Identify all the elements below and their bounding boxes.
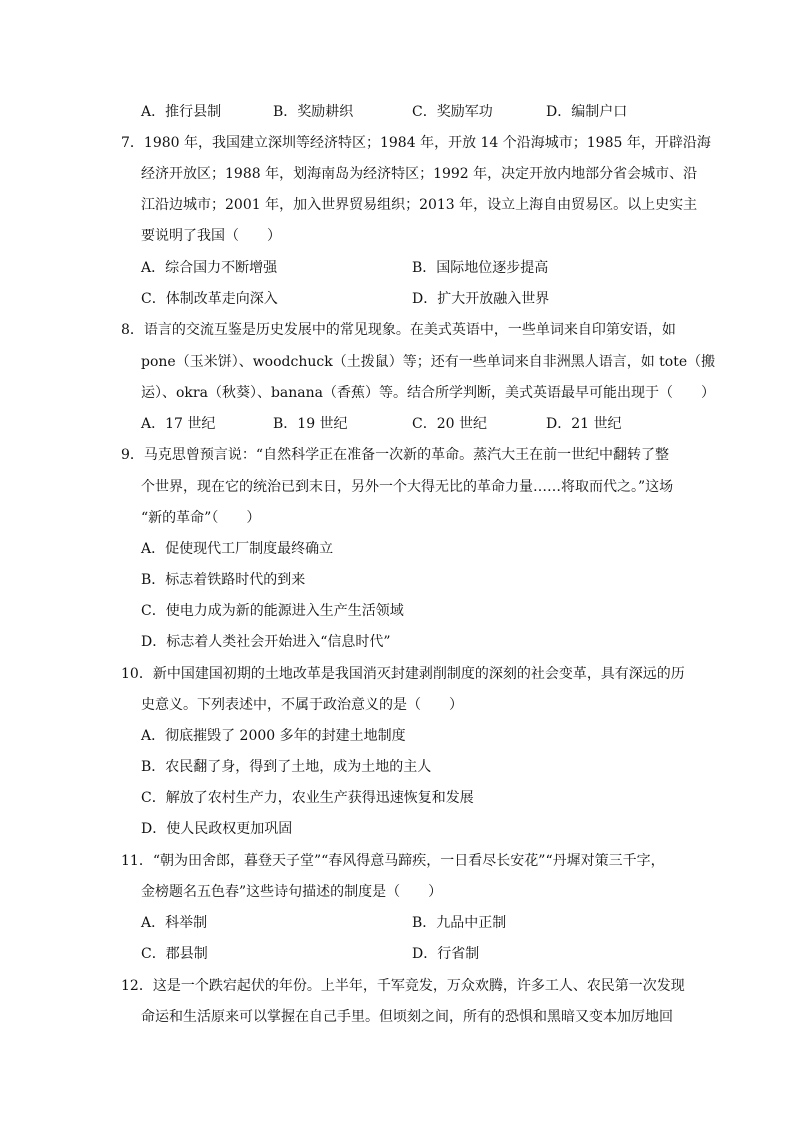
q10-stem-line-2: 史意义。下列表述中，不属于政治意义的是（ ） xyxy=(141,697,463,713)
q9-stem-line-1: 9．马克思曾预言说：“自然科学正在准备一次新的革命。蒸汽大王在前一世纪中翻转了整 xyxy=(121,447,670,463)
q12-stem-line-2: 命运和生活原来可以掌握在自己手里。但顷刻之间，所有的恐惧和黑暗又变本加厉地回 xyxy=(141,1009,673,1025)
q10-option-c[interactable]: C．解放了农村生产力，农业生产获得迅速恢复和发展 xyxy=(141,790,474,806)
q12-stem-line-1: 12．这是一个跌宕起伏的年份。上半年，千军竞发，万众欢腾，许多工人、农民第一次发现 xyxy=(121,978,685,994)
q7-option-b[interactable]: B．国际地位逐步提高 xyxy=(412,260,549,276)
q9-option-d[interactable]: D．标志着人类社会开始进入“信息时代” xyxy=(141,634,391,650)
q6-option-b[interactable]: B．奖励耕织 xyxy=(273,104,354,120)
q11-option-c[interactable]: C．郡县制 xyxy=(141,946,208,962)
q11-option-a[interactable]: A．科举制 xyxy=(141,915,208,931)
q10-stem-line-1: 10．新中国建国初期的土地改革是我国消灭封建剥削制度的深刻的社会变革，具有深远的历 xyxy=(121,666,685,682)
q11-stem-line-2: 金榜题名五色春”这些诗句描述的制度是（ ） xyxy=(141,884,443,900)
q8-stem-line-2: pone（玉米饼）、woodchuck（土拨鼠）等；还有一些单词来自非洲黑人语言，如 tote（搬 xyxy=(141,354,716,370)
q10-option-d[interactable]: D．使人民政权更加巩固 xyxy=(141,821,293,837)
q6-option-a[interactable]: A．推行县制 xyxy=(141,104,222,120)
q8-stem-line-1: 8．语言的交流互鉴是历史发展中的常见现象。在美式英语中，一些单词来自印第安语，如 xyxy=(121,322,676,338)
q7-option-c[interactable]: C．体制改革走向深入 xyxy=(141,291,278,307)
q9-stem-line-3: “新的革命”（ ） xyxy=(141,510,261,526)
q8-option-d[interactable]: D．21 世纪 xyxy=(546,416,622,432)
q7-stem-line-3: 江沿边城市；2001 年，加入世界贸易组织；2013 年，设立上海自由贸易区。以上史实主 xyxy=(141,197,698,213)
q10-option-b[interactable]: B．农民翻了身，得到了土地，成为土地的主人 xyxy=(141,759,432,775)
q9-stem-line-2: 个世界，现在它的统治已到末日，另外一个大得无比的革命力量……将取而代之。”这场 xyxy=(141,479,674,495)
q8-option-b[interactable]: B．19 世纪 xyxy=(273,416,348,432)
q10-option-a[interactable]: A．彻底摧毁了 2000 多年的封建土地制度 xyxy=(141,728,406,744)
q11-option-d[interactable]: D．行省制 xyxy=(412,946,480,962)
q8-option-a[interactable]: A．17 世纪 xyxy=(141,416,216,432)
q6-option-d[interactable]: D．编制户口 xyxy=(546,104,628,120)
q6-option-c[interactable]: C．奖励军功 xyxy=(412,104,493,120)
q8-stem-line-3: 运）、okra（秋葵）、banana（香蕉）等。结合所学判断，美式英语最早可能出现于（ ） xyxy=(141,385,715,401)
q8-option-c[interactable]: C．20 世纪 xyxy=(412,416,487,432)
q9-option-b[interactable]: B．标志着铁路时代的到来 xyxy=(141,572,306,588)
q7-stem-line-4: 要说明了我国（ ） xyxy=(141,228,281,244)
q7-stem-line-2: 经济开放区；1988 年，划海南岛为经济特区；1992 年，决定开放内地部分省会城市、沿 xyxy=(141,166,698,182)
q11-stem-line-1: 11．“朝为田舍郎，暮登天子堂”“春风得意马蹄疾，一日看尽长安花”“丹墀对策三千字， xyxy=(121,853,665,869)
q7-option-a[interactable]: A．综合国力不断增强 xyxy=(141,260,278,276)
q7-option-d[interactable]: D．扩大开放融入世界 xyxy=(412,291,550,307)
q11-option-b[interactable]: B．九品中正制 xyxy=(412,915,507,931)
q9-option-c[interactable]: C．使电力成为新的能源进入生产生活领域 xyxy=(141,603,404,619)
q9-option-a[interactable]: A．促使现代工厂制度最终确立 xyxy=(141,541,334,557)
q7-stem-line-1: 7．1980 年，我国建立深圳等经济特区；1984 年，开放 14 个沿海城市；1985 年，开辟沿海 xyxy=(121,135,711,151)
